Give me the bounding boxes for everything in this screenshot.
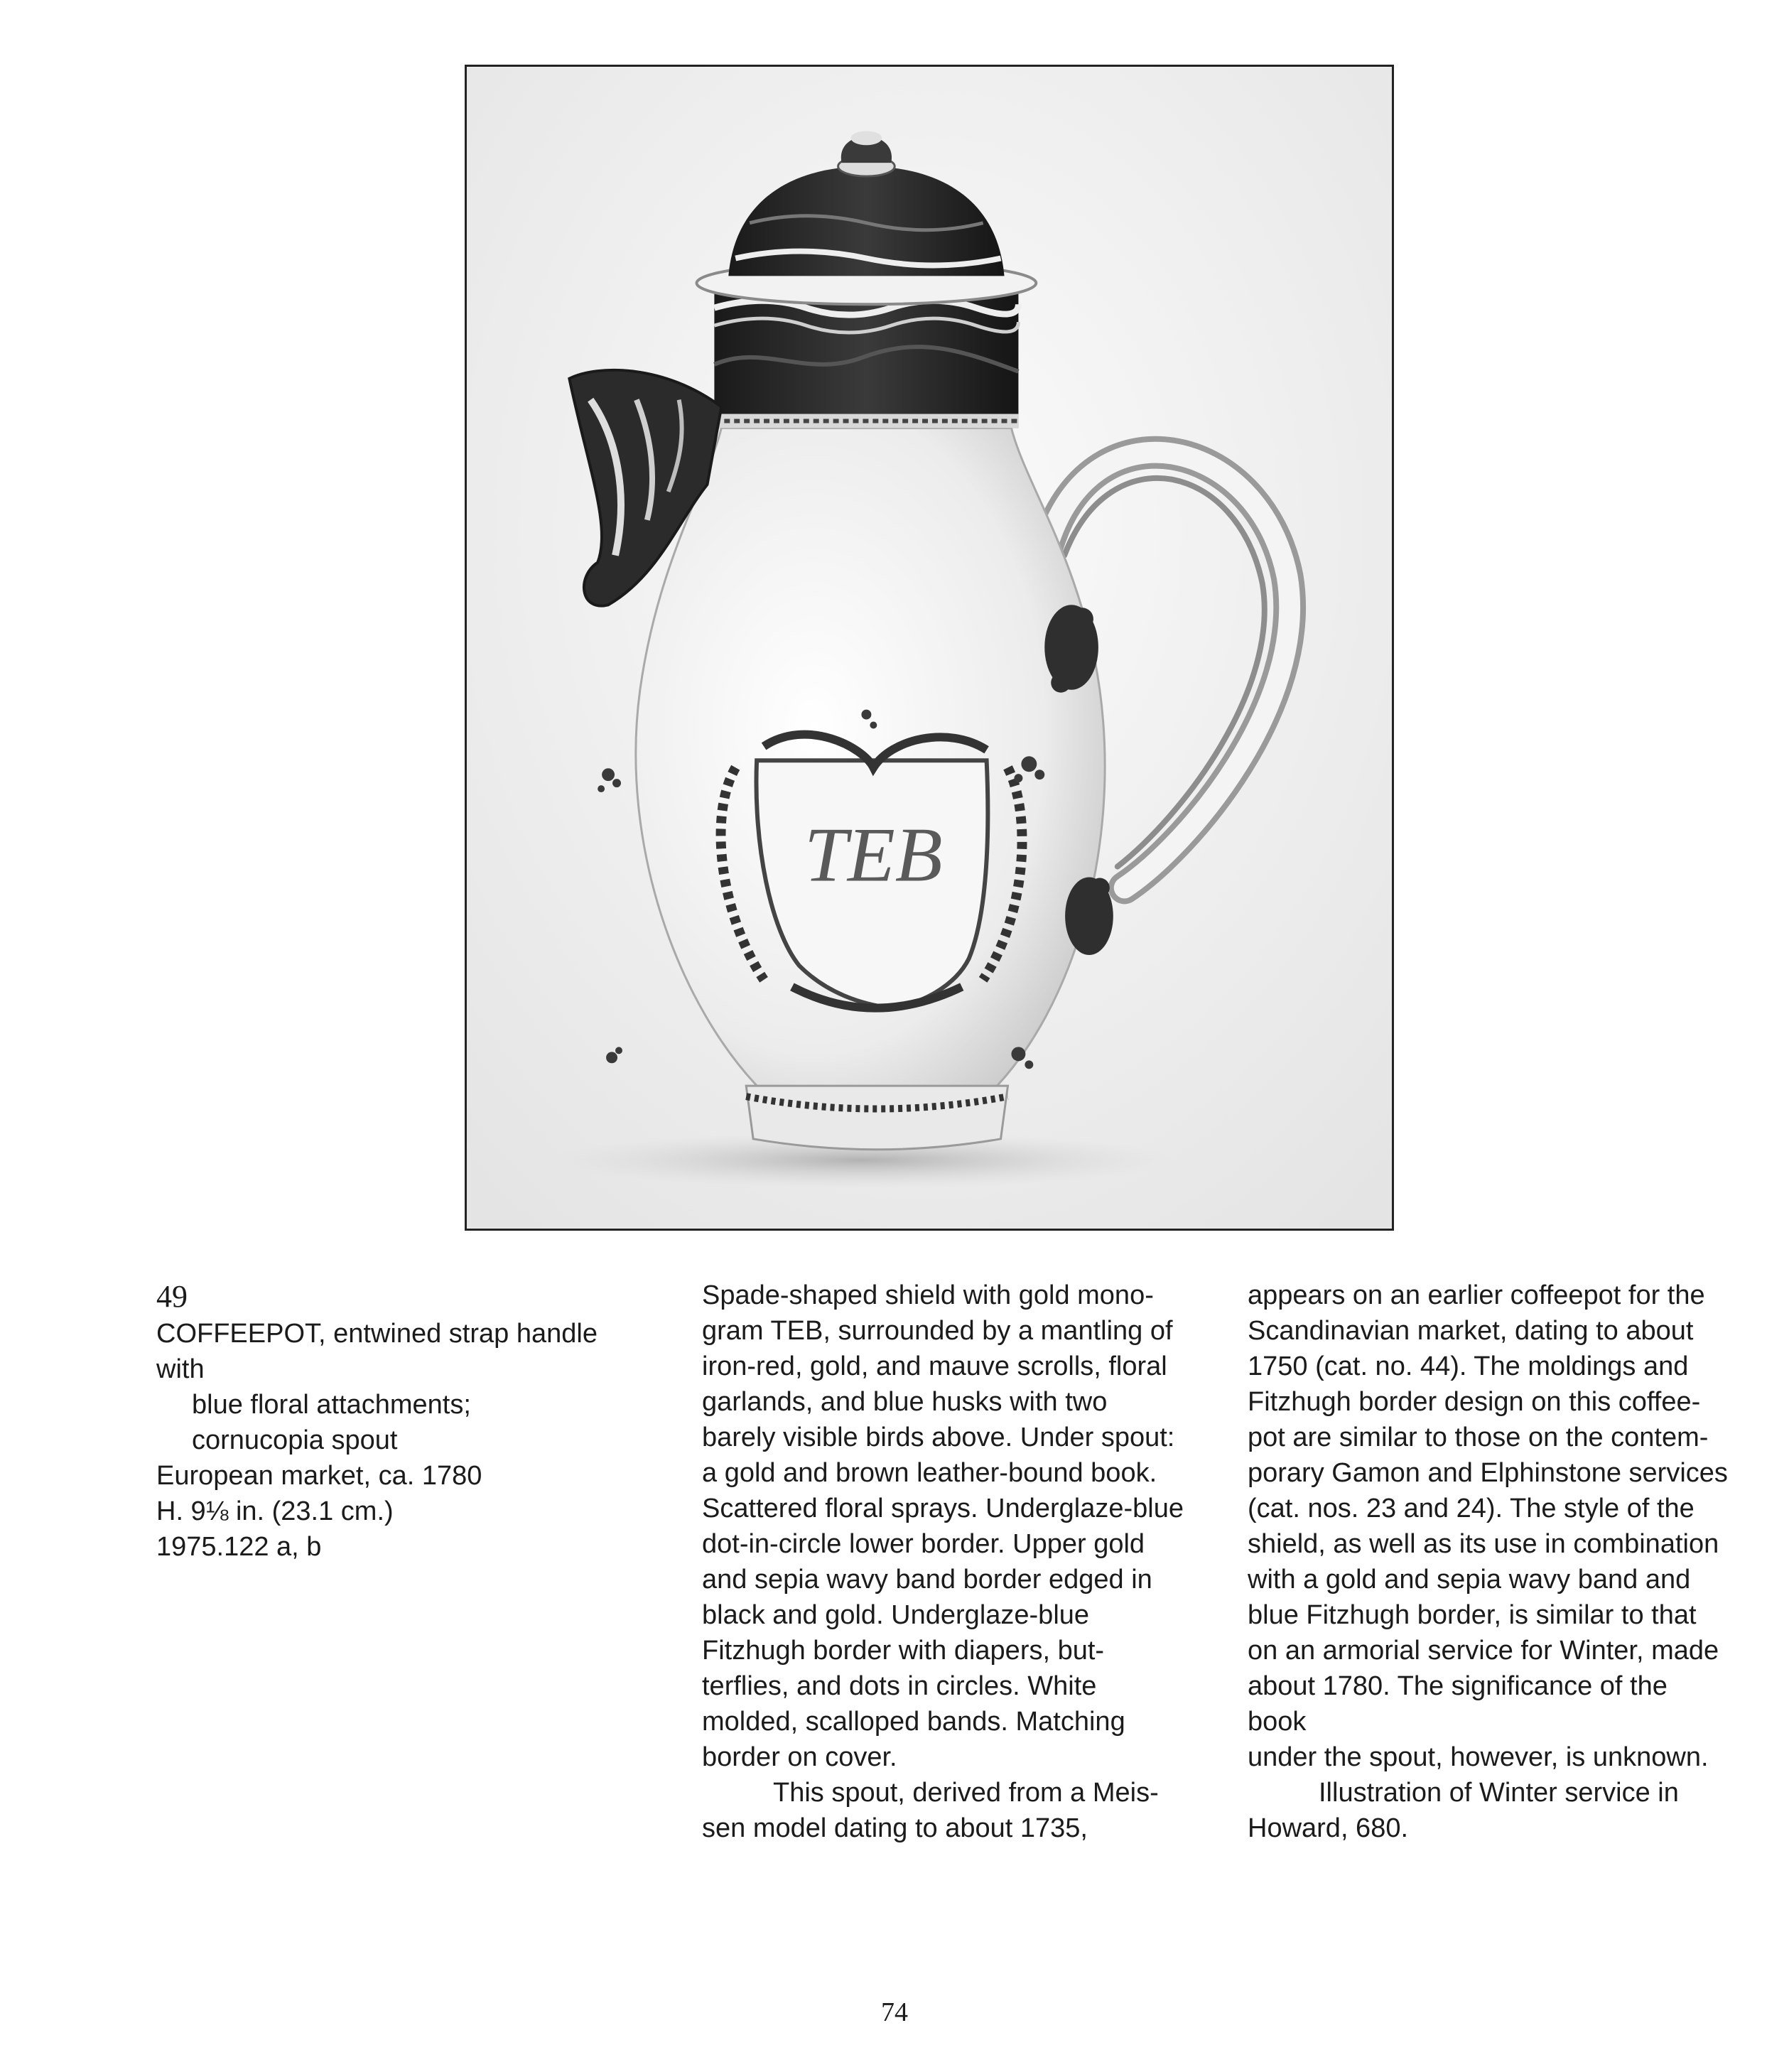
catalogue-entry [156, 1278, 647, 1565]
description-column-2 [702, 1278, 1199, 1846]
page-number: 74 [881, 1997, 908, 2027]
coffeepot-illustration [467, 67, 1392, 1229]
description-line: (cat. nos. 23 and 24). The style of the [1248, 1494, 1695, 1523]
description-line: This spout, derived from a Meis- [773, 1778, 1159, 1808]
description-line: under the spout, however, is unknown. [1248, 1742, 1709, 1772]
description-line: with a gold and sepia wavy band and [1248, 1565, 1691, 1595]
description-line: Fitzhugh border with diapers, but- [702, 1636, 1105, 1666]
description-line: about 1780. The significance of the book [1248, 1671, 1668, 1737]
description-line: Illustration of Winter service in [1319, 1778, 1679, 1808]
entry-height: H. 9⅛ in. (23.1 cm.) [156, 1496, 394, 1526]
description-line: Spade-shaped shield with gold mono- [702, 1280, 1154, 1310]
description-line: Fitzhugh border design on this coffee- [1248, 1387, 1701, 1417]
description-line: Howard, 680. [1248, 1813, 1409, 1843]
description-line: barely visible birds above. Under spout: [702, 1423, 1175, 1452]
coffeepot-photograph [465, 65, 1394, 1231]
description-line: appears on an earlier coffeepot for the [1248, 1280, 1705, 1310]
description-line: terflies, and dots in circles. White [702, 1671, 1097, 1701]
description-line: Scattered floral sprays. Underglaze-blue [702, 1494, 1184, 1523]
description-line: and sepia wavy band border edged in [702, 1565, 1152, 1595]
entry-title-line-3: cornucopia spout [192, 1425, 398, 1455]
description-line: pot are similar to those on the contem- [1248, 1423, 1709, 1452]
description-line: garlands, and blue husks with two [702, 1387, 1108, 1417]
entry-title-line-1: COFFEEPOT, entwined strap handle with [156, 1319, 598, 1384]
description-line: black and gold. Underglaze-blue [702, 1600, 1090, 1630]
description-line: shield, as well as its use in combination [1248, 1529, 1719, 1559]
description-line: iron-red, gold, and mauve scrolls, floral [702, 1351, 1167, 1381]
description-column-3 [1248, 1278, 1731, 1846]
description-line: sen model dating to about 1735, [702, 1813, 1088, 1843]
catalogue-number: 49 [156, 1279, 188, 1314]
entry-market: European market, ca. 1780 [156, 1461, 482, 1491]
description-line: on an armorial service for Winter, made [1248, 1636, 1719, 1666]
description-line: gram TEB, surrounded by a mantling of [702, 1316, 1173, 1346]
description-line: blue Fitzhugh border, is similar to that [1248, 1600, 1697, 1630]
description-line: border on cover. [702, 1742, 897, 1772]
floral-attachment-lower [1065, 878, 1113, 955]
description-line: Scandinavian market, dating to about [1248, 1316, 1694, 1346]
description-line: 1750 (cat. no. 44). The moldings and [1248, 1351, 1689, 1381]
description-line: a gold and brown leather-bound book. [702, 1458, 1157, 1488]
description-line: dot-in-circle lower border. Upper gold [702, 1529, 1145, 1559]
foot-rim [746, 1086, 1007, 1150]
description-line: molded, scalloped bands. Matching [702, 1707, 1125, 1737]
entry-title-line-2: blue floral attachments; [192, 1390, 471, 1420]
entry-accession-number: 1975.122 a, b [156, 1532, 322, 1562]
description-line: porary Gamon and Elphinstone services [1248, 1458, 1728, 1488]
shield-monogram: TEB [804, 811, 943, 898]
